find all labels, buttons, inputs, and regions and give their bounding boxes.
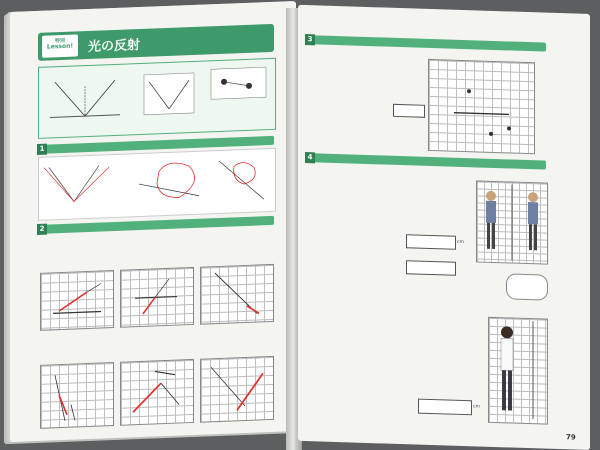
hint-bubble xyxy=(506,273,548,300)
section-1-figures xyxy=(38,148,276,221)
answer-box-1[interactable] xyxy=(406,234,456,250)
right-page xyxy=(298,5,590,450)
answer-box-2[interactable] xyxy=(406,260,456,276)
grid-6 xyxy=(200,356,274,423)
intro-box xyxy=(38,58,276,139)
section-2-number: 2 xyxy=(37,224,47,235)
section-3-number: 3 xyxy=(305,34,315,45)
grid-5 xyxy=(120,359,194,426)
grid-3 xyxy=(200,264,274,325)
intro-figure-2 xyxy=(139,68,199,125)
section-3-answer-box[interactable] xyxy=(393,104,425,118)
section-4-number: 4 xyxy=(305,152,315,163)
person-a-figure xyxy=(476,180,548,264)
lesson-badge-line2: Lesson! xyxy=(46,42,74,51)
left-page xyxy=(10,1,296,442)
answer-unit-3: cm xyxy=(473,404,480,410)
section-4-bar xyxy=(306,153,546,170)
answer-box-3[interactable] xyxy=(418,399,472,416)
section-3-bar xyxy=(306,35,546,52)
intro-figure-1 xyxy=(45,75,125,123)
section-3-grid xyxy=(428,59,535,154)
grid-1 xyxy=(40,270,114,331)
section-1-number: 1 xyxy=(37,144,47,155)
lesson-badge xyxy=(42,34,78,57)
person-b-figure xyxy=(488,317,548,425)
page-number: 79 xyxy=(566,433,576,442)
lesson-title: 光の反射 xyxy=(88,38,141,56)
grid-4 xyxy=(40,362,114,429)
grid-2 xyxy=(120,267,194,328)
answer-unit-1: cm xyxy=(457,239,464,246)
intro-figure-3 xyxy=(209,65,269,117)
lesson-badge-line1: 特別 xyxy=(54,37,65,45)
lesson-title-bar xyxy=(38,24,274,61)
